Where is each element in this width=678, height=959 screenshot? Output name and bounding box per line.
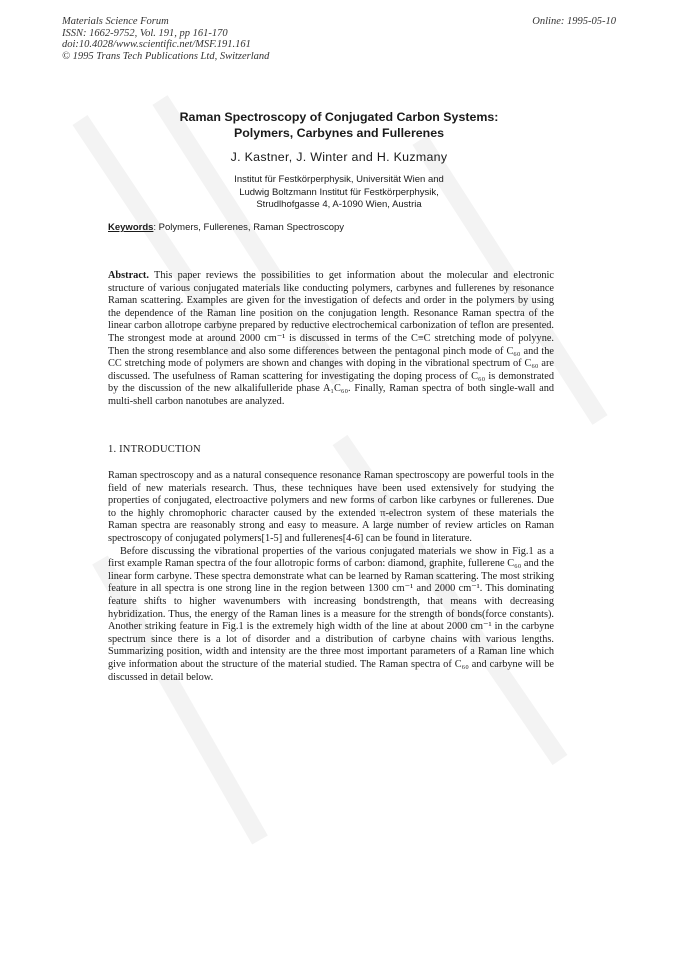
abstract-label: Abstract. xyxy=(108,270,149,281)
affiliation-line-3: Strudlhofgasse 4, A-1090 Wien, Austria xyxy=(256,199,422,210)
title-line-1: Raman Spectroscopy of Conjugated Carbon Systems: xyxy=(179,110,499,124)
section-heading-introduction: 1. INTRODUCTION xyxy=(108,444,201,455)
keywords-label: Keywords xyxy=(108,222,154,233)
title-line-2: Polymers, Carbynes and Fullerenes xyxy=(233,126,445,140)
intro-paragraph-2: Before discussing the vibrational properties of the various conjugated materials we show in Fig.1 as a first example Raman spectra of the four allotropic forms of carbon: diamond, graphite, fullerene C₆₀ and the linear form carbyne. These spectra demonstrate what can be learned by Raman scattering. The most striking feature in all spectra is one strong line in the region between 1300 cm⁻¹ and 2000 cm⁻¹. This dominating feature shifts to higher wavenumbers with increasing bondstrength, that means with decreasing hybridization. Thus, the energy of the Raman lines is a measure for the strength of bonds(force constants). Another striking feature in Fig.1 is the extremely high width of the line at about 2000 cm⁻¹ in the carbyne spectrum since there is a lot of disorder and a distribution of carbyne chains with various lengths. Summarizing position, width and intensity are the three most important parameters of a Raman line which give information about the structure of the material studied. The Raman spectra of C₆₀ and carbyne will be discussed in detail below. xyxy=(108,545,554,683)
issn-line: ISSN: 1662-9752, Vol. 191, pp 161-170 xyxy=(62,27,228,39)
abstract xyxy=(108,270,554,409)
introduction-body xyxy=(108,470,554,684)
journal-header xyxy=(62,16,269,62)
journal-name: Materials Science Forum xyxy=(62,16,169,27)
affiliation-line-1: Institut für Festkörperphysik, Universität Wien and xyxy=(234,174,444,185)
online-date: Online: 1995-05-10 xyxy=(532,16,616,27)
keywords-text: : Polymers, Fullerenes, Raman Spectroscopy xyxy=(153,222,345,233)
paper-title xyxy=(100,109,578,141)
intro-paragraph-1: Raman spectroscopy and as a natural consequence resonance Raman spectroscopy are powerful tools in the field of new materials research. Thus, these techniques have been used extensively for studying the properties of conjugated, electroactive polymers and new forms of carbon like carbynes or fullerenes. Due to the highly chromophoric character caused by the extended π-electron system of these materials the Raman spectra are reasonably strong and easy to measure. A large number of review articles on Raman spectroscopy of conjugated polymers[1-5] and fullerenes[4-6] can be found in literature. xyxy=(108,470,554,544)
author-list: J. Kastner, J. Winter and H. Kuzmany xyxy=(230,150,448,164)
keywords xyxy=(108,222,344,233)
affiliation xyxy=(100,174,578,212)
doi-line: doi:10.4028/www.scientific.net/MSF.191.161 xyxy=(62,39,251,50)
copyright-line: © 1995 Trans Tech Publications Ltd, Switzerland xyxy=(62,50,270,62)
abstract-text: This paper reviews the possibilities to get information about the molecular and electronic structure of various conjugated materials like conducting polymers, carbynes and fullerenes by resonance Raman scattering. Examples are given for the investigation of defects and order in the polymers by using the dependence of the Raman line position on the conjugation length. Resonance Raman spectra of the linear carbon allotrope carbyne prepared by reductive electrochemical carbonization of teflon are presented. The strongest mode at around 2000 cm⁻¹ is discussed in terms of the C≡C stretching mode of polyyne. Then the strong resemblance and also some differences between the pentagonal pinch mode of C₆₀ and the CC stretching mode of polymers are shown and changes with doping in the vibrational spectrum of C₆₀ are discussed. The usefulness of Raman scattering for investigating the doping process of C₆₀ is demonstrated by the discussion of the new alkalifulleride phase A₁C₆₀. Finally, Raman spectra of both single-wall and multi-shell carbon nanotubes are analyzed. xyxy=(108,270,554,407)
affiliation-line-2: Ludwig Boltzmann Institut für Festkörperphysik, xyxy=(239,186,439,198)
